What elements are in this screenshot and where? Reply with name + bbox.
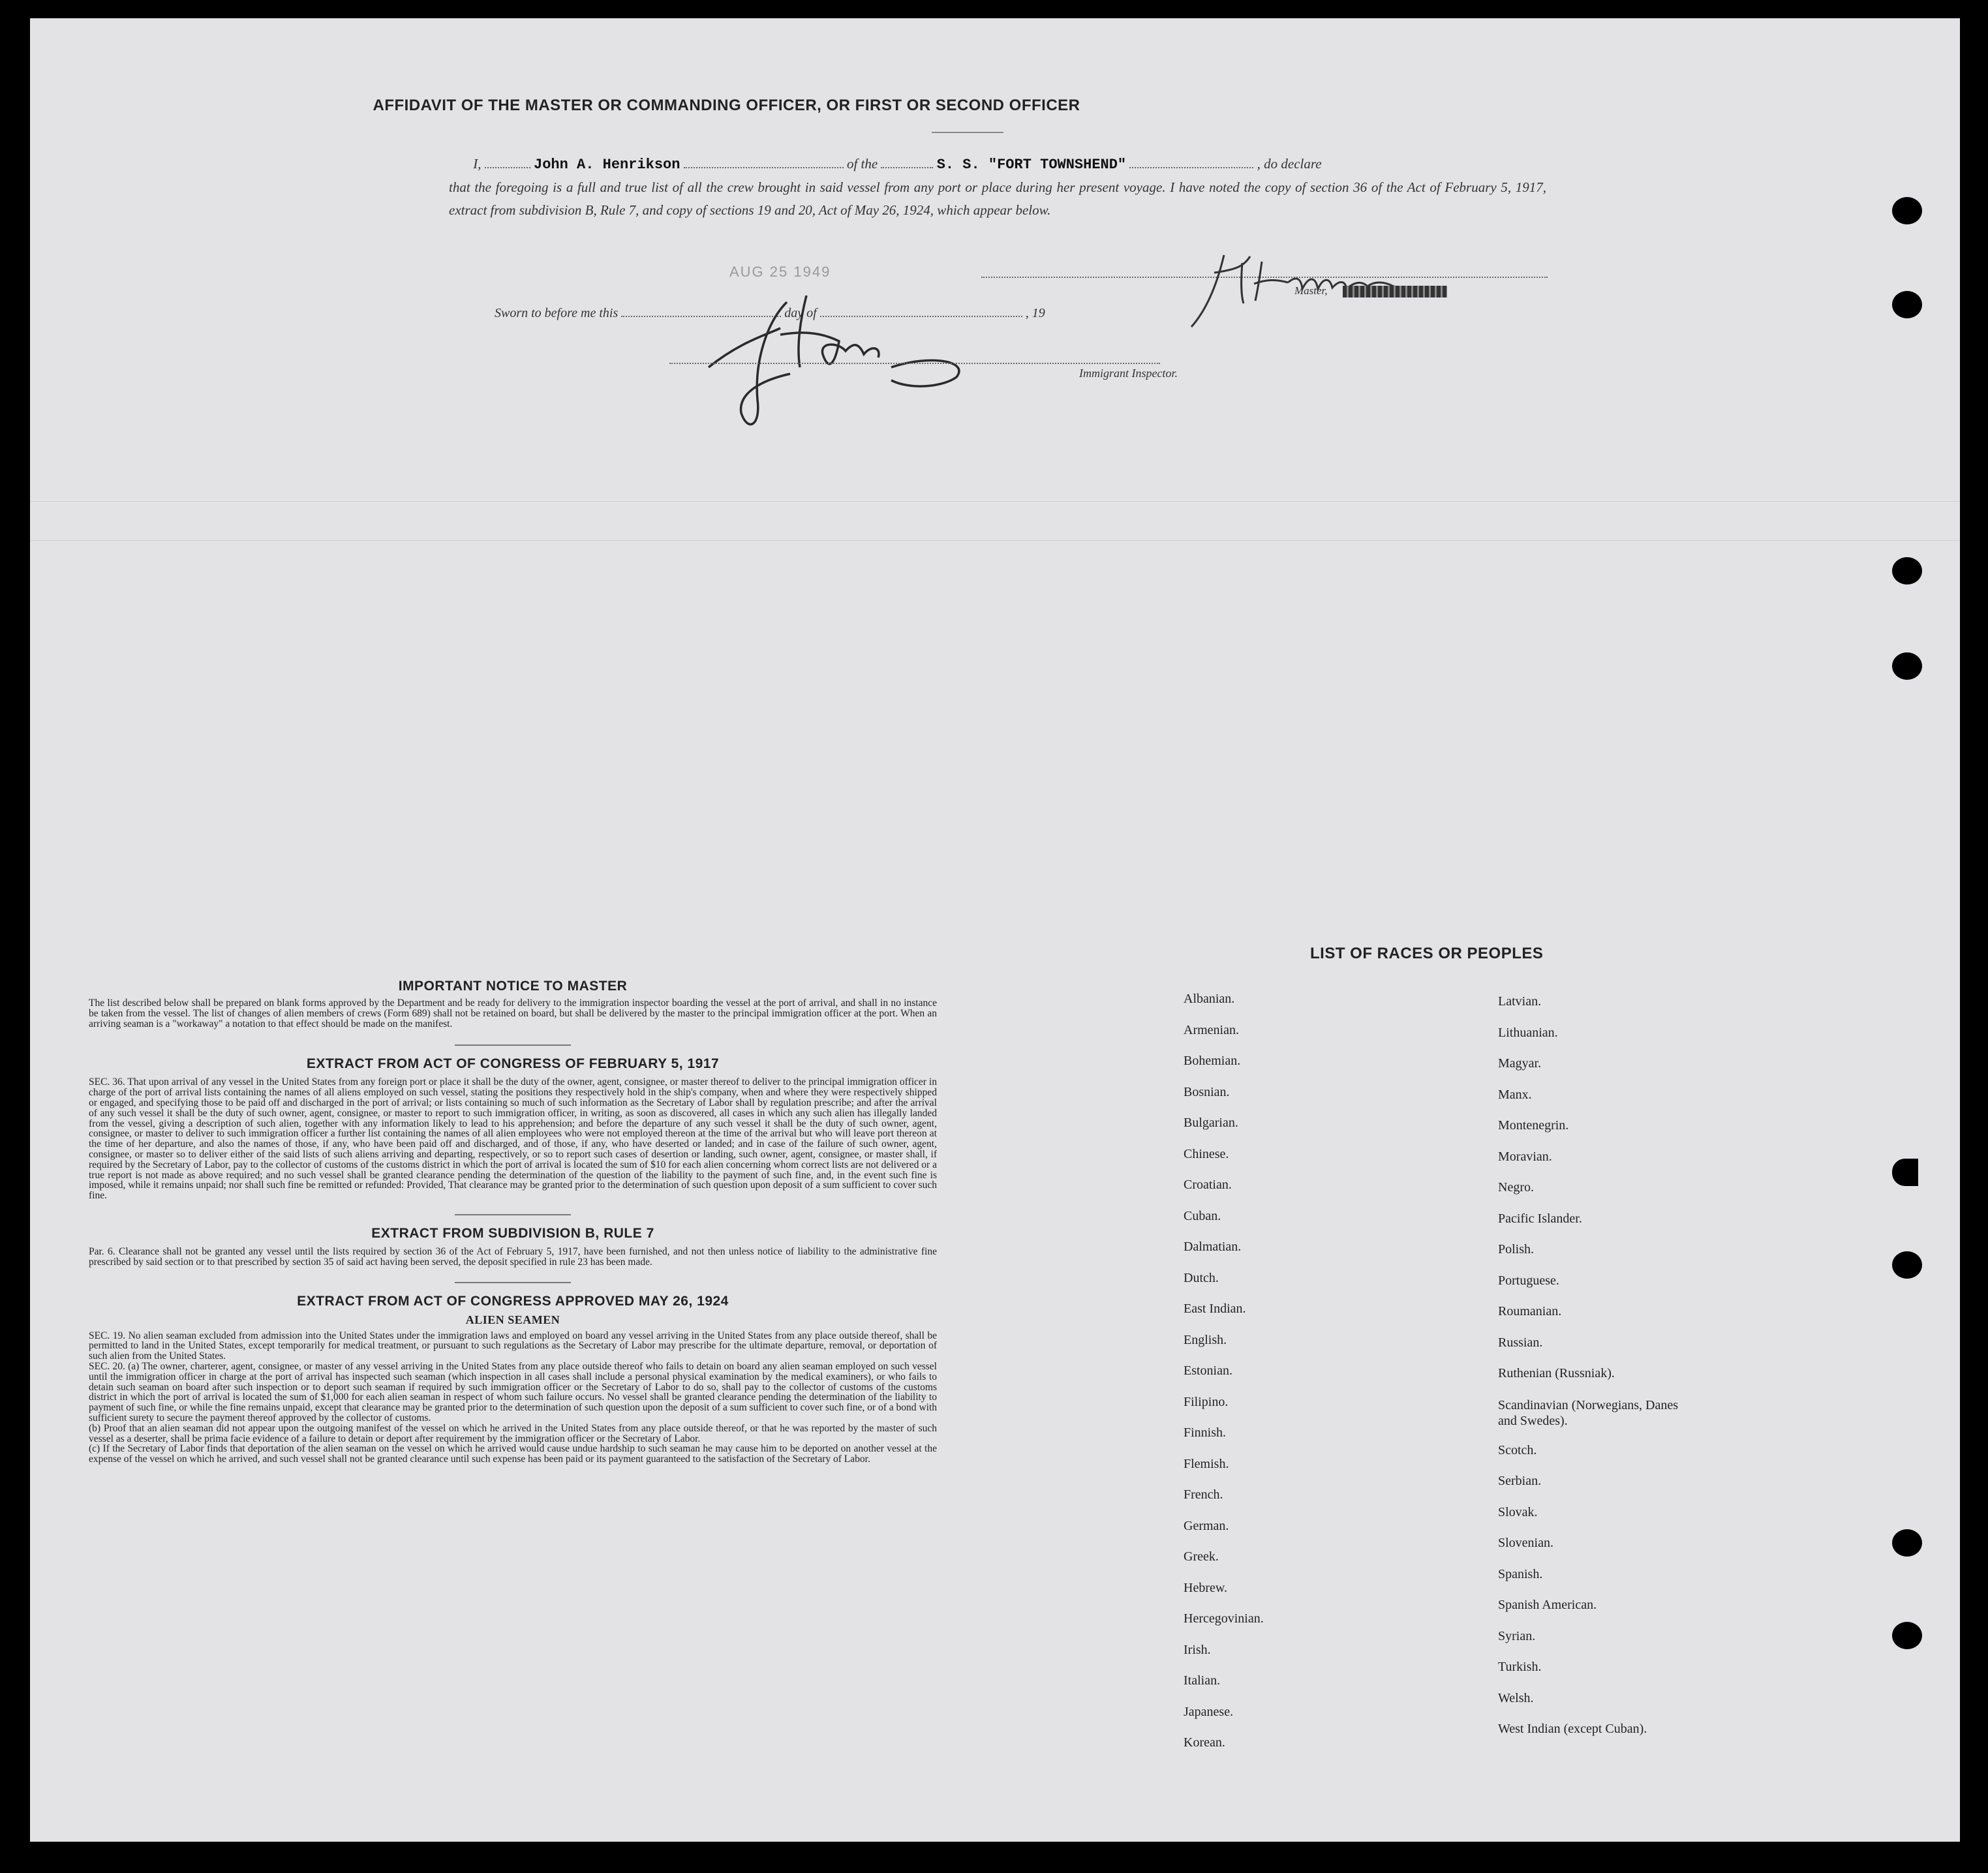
race-item: Scandinavian (Norwegians, Danes and Swedes). [1498, 1397, 1679, 1428]
race-item: Montenegrin. [1498, 1118, 1569, 1133]
vessel-name: S. S. "FORT TOWNSHEND" [936, 157, 1127, 173]
declaration-body: that the foregoing is a full and true list of all the crew brought in said vessel from any port or place during her present voyage. I have noted the copy of section 36 of the Act of February 5, 1917, extract from subdivision B, Rule 7, and copy of sections 19 and 20, Act of May 26, 1924, which appear below. [449, 179, 1546, 218]
race-item: Cuban. [1184, 1208, 1221, 1223]
race-item: Latvian. [1498, 994, 1542, 1009]
race-item: Roumanian. [1498, 1304, 1562, 1318]
notice-text: The list described below shall be prepared on blank forms approved by the Department and be ready for delivery to the immigration inspector boarding the vessel at the port of arrival, and shall in no instance be taken from the vessel. The list of changes of alien members of crews (Form 689) shall not be retained on board, but shall be delivered by the master to the principal immigration officer at the port. When an arriving seaman is a "workaway" a notation to that effect should be made on the manifest. [89, 997, 937, 1029]
year-label: , 19 [1025, 306, 1045, 320]
fold-line [30, 540, 1960, 541]
extract2-text: Par. 6. Clearance shall not be granted any vessel until the lists required by section 36 of the Act of February 5, 1917, have been furnished, and not then unless notice of liability to the administrative fine prescribed by said section or to that prescribed by section 35 of said act having been served, the deposit specified in rule 23 has been made. [89, 1245, 937, 1268]
do-declare-label: , do declare [1257, 156, 1322, 172]
race-item: Moravian. [1498, 1149, 1552, 1164]
affidavit-title: AFFIDAVIT OF THE MASTER OR COMMANDING OFFICER, OR FIRST OR SECOND OFFICER [373, 97, 1080, 114]
struck-out-officer-title [1343, 286, 1447, 297]
punch-hole [1892, 652, 1922, 680]
race-item: German. [1184, 1518, 1229, 1533]
race-item: Hebrew. [1184, 1580, 1228, 1595]
race-item: Spanish. [1498, 1566, 1543, 1581]
declaration-block [449, 153, 1546, 222]
race-item: English. [1184, 1332, 1227, 1347]
race-item: East Indian. [1184, 1302, 1246, 1316]
race-item: Turkish. [1498, 1660, 1542, 1674]
dotted-line [684, 154, 844, 168]
extract3-sec19-text: SEC. 19. No alien seaman excluded from admission into the United States under the immigration laws and employed on board any vessel arriving in the United States from any place outside thereof, shall be permitted to land in the United States, except temporarily for medical treatment, or pursuant to such regulations as the Secretary of Labor may prescribe for the ultimate departure, removal, or deportation of such alien from the United States. [89, 1330, 937, 1362]
race-item: Welsh. [1498, 1690, 1534, 1705]
race-item: Croatian. [1184, 1178, 1232, 1192]
notice-heading: IMPORTANT NOTICE TO MASTER [398, 979, 628, 994]
inspector-signature [682, 269, 989, 439]
race-item: Korean. [1184, 1735, 1225, 1750]
extract1-text: SEC. 36. That upon arrival of any vessel in the United States from any foreign port or place it shall be the duty of the owner, agent, consignee, or master thereof to deliver to the principal immigration officer in charge of the port of arrival lists containing the names of all aliens employed on such vessel, stating the positions they respectively hold in the ship's company, when and where they were respectively shipped or engaged, and specifying those to be paid off and discharged in the port of arrival; or lists containing so much of such information as the Secretary of Labor shall by regulation prescribe; and after the arrival of any such vessel it shall be the duty of such owner, agent, consignee, or master to report to such immigration officer, in writing, as soon as discovered, all cases in which any such alien has illegally landed from the vessel, giving a description of such alien, together with any information likely to lead to his apprehension; and before the departure of any such vessel it shall be the duty of such owner, agent, consignee, or master to deliver to such immigration officer a further list containing the names of all alien employees who were not employed thereon at the time of the arrival but who will leave port thereon at the time of her departure, and also the names of those, if any, who have been paid off and discharged, and of those, if any, who have deserted or landed; and in case of the failure of such owner, agent, consignee, or master so to deliver either of the said lists of such aliens arriving and departing, respectively, or so to report such cases of desertion or landing, such owner, agent, consignee, or master shall, if required by the Secretary of Labor, pay to the collector of customs of the customs district in which the port of arrival is located the sum of $10 for each alien concerning whom correct lists are not delivered or a true report is not made as above required; and no such vessel shall be granted clearance pending the determination of the question of the liability to the payment of such fine, and, in the event such fine is imposed, while it remains unpaid; nor shall such fine be remitted or refunded: Provided, That clearance may be granted prior to the determination of such question upon deposit of a sum sufficient to cover such fine. [89, 1076, 937, 1202]
race-item: French. [1184, 1487, 1223, 1502]
title-divider [932, 132, 1003, 133]
race-item: Dutch. [1184, 1270, 1219, 1285]
extract2-heading: EXTRACT FROM SUBDIVISION B, RULE 7 [371, 1225, 654, 1241]
extract3-sec20a-text: SEC. 20. (a) The owner, charterer, agent, consignee, or master of any vessel arriving in the United States from any place outside thereof who fails to detain on board any alien seaman employed on such vessel until the immigration officer in charge at the port of arrival has inspected such seaman (which inspection in all cases shall include a personal physical examination by the medical examiners), or who fails to detain such seaman on board after such inspection or to deport such seaman if required by such immigration officer or the Secretary of Labor to do so, shall pay to the collector of customs of the customs district in which the port of arrival is located the sum of $1,000 for each alien seaman in respect of whom such failure occurs. No vessel shall be granted clearance pending the determination of the liability to payment of such fine, or while the fine remains unpaid, except that clearance may be granted prior to the determination of such question upon the deposit of a sum sufficient to cover such fine, or of a bond with sufficient surety to secure the payment thereof approved by the collector of customs. [89, 1360, 937, 1424]
punch-hole [1892, 1251, 1922, 1279]
race-item: Bulgarian. [1184, 1116, 1238, 1130]
race-item: Hercegovinian. [1184, 1611, 1264, 1626]
inspector-signature-line [669, 363, 1160, 364]
master-name: John A. Henrikson [534, 157, 681, 173]
sworn-label: Sworn to before me this [495, 306, 619, 320]
dotted-line [485, 154, 530, 168]
race-item: Armenian. [1184, 1022, 1239, 1037]
section-divider [455, 1044, 571, 1046]
race-item: Ruthenian (Russniak). [1498, 1366, 1615, 1380]
punch-hole [1892, 1529, 1922, 1557]
races-right-column [1498, 994, 1785, 1753]
race-item: Lithuanian. [1498, 1025, 1558, 1040]
race-item: Greek. [1184, 1549, 1219, 1564]
race-item: Dalmatian. [1184, 1240, 1242, 1254]
races-left-column [1184, 992, 1458, 1767]
race-item: Serbian. [1498, 1474, 1542, 1488]
fold-line [30, 501, 1960, 502]
race-item: Russian. [1498, 1335, 1543, 1350]
date-stamp: AUG 25 1949 [729, 264, 831, 280]
section-divider [455, 1214, 571, 1215]
extract3-subheading: ALIEN SEAMEN [465, 1313, 560, 1326]
extract3-sec20c-text: (c) If the Secretary of Labor finds that deportation of the alien seaman on the vessel on which he arrived would cause undue hardship to such seaman he may cause him to be deported on another vessel at the expense of the vessel on which he arrived, and such vessel shall not be granted clearance until such expense has been paid or its payment guaranteed to the satisfaction of the Secretary of Labor. [89, 1443, 937, 1465]
notice-section [89, 979, 937, 1465]
extract3-sec20b-text: (b) Proof that an alien seaman did not appear upon the outgoing manifest of the vessel on which he arrived in the United States from any place outside thereof, or that he was reported by the master of such vessel as a deserter, shall be prima facie evidence of a failure to detain or deport after requirement by the immigration officer or the Secretary of Labor. [89, 1422, 937, 1444]
inspector-label: Immigrant Inspector. [1079, 367, 1178, 380]
race-item: Slovak. [1498, 1504, 1538, 1519]
of-the-label: of the [846, 156, 878, 172]
race-item: Portuguese. [1498, 1273, 1559, 1288]
race-item: Finnish. [1184, 1425, 1227, 1440]
race-item: Albanian. [1184, 992, 1235, 1006]
extract1-heading: EXTRACT FROM ACT OF CONGRESS OF FEBRUARY 5, 1917 [306, 1056, 720, 1072]
race-item: Syrian. [1498, 1628, 1536, 1643]
race-item: Flemish. [1184, 1456, 1229, 1471]
day-of-label: day of [784, 306, 817, 320]
race-item: Polish. [1498, 1242, 1535, 1256]
race-item: Bosnian. [1184, 1084, 1230, 1099]
race-item: Bohemian. [1184, 1054, 1241, 1068]
race-item: Manx. [1498, 1087, 1532, 1102]
punch-hole [1892, 1159, 1918, 1186]
race-item: Japanese. [1184, 1704, 1234, 1719]
declaration-line-1 [449, 153, 1546, 176]
race-item: Irish. [1184, 1642, 1211, 1657]
race-item: Spanish American. [1498, 1598, 1597, 1612]
punch-hole [1892, 197, 1922, 224]
race-item: Filipino. [1184, 1394, 1229, 1409]
section-divider [455, 1282, 571, 1283]
master-label: Master, [1294, 284, 1328, 297]
races-heading: LIST OF RACES OR PEOPLES [1310, 945, 1544, 962]
race-item: Magyar. [1498, 1056, 1542, 1071]
declaration-prefix: I, [473, 156, 482, 172]
race-item: Chinese. [1184, 1146, 1229, 1161]
race-item: Scotch. [1498, 1442, 1537, 1457]
extract3-heading: EXTRACT FROM ACT OF CONGRESS APPROVED MAY 26, 1924 [297, 1293, 729, 1309]
race-item: Estonian. [1184, 1363, 1232, 1378]
race-item: Italian. [1184, 1673, 1221, 1688]
punch-hole [1892, 557, 1922, 585]
document-page [30, 18, 1960, 1842]
race-item: Negro. [1498, 1180, 1534, 1195]
dotted-line [881, 154, 933, 168]
race-item: West Indian (except Cuban). [1498, 1722, 1647, 1736]
punch-hole [1892, 1622, 1922, 1649]
race-item: Slovenian. [1498, 1536, 1553, 1550]
race-item: Pacific Islander. [1498, 1211, 1582, 1226]
punch-hole [1892, 291, 1922, 318]
dotted-line [1129, 154, 1253, 168]
